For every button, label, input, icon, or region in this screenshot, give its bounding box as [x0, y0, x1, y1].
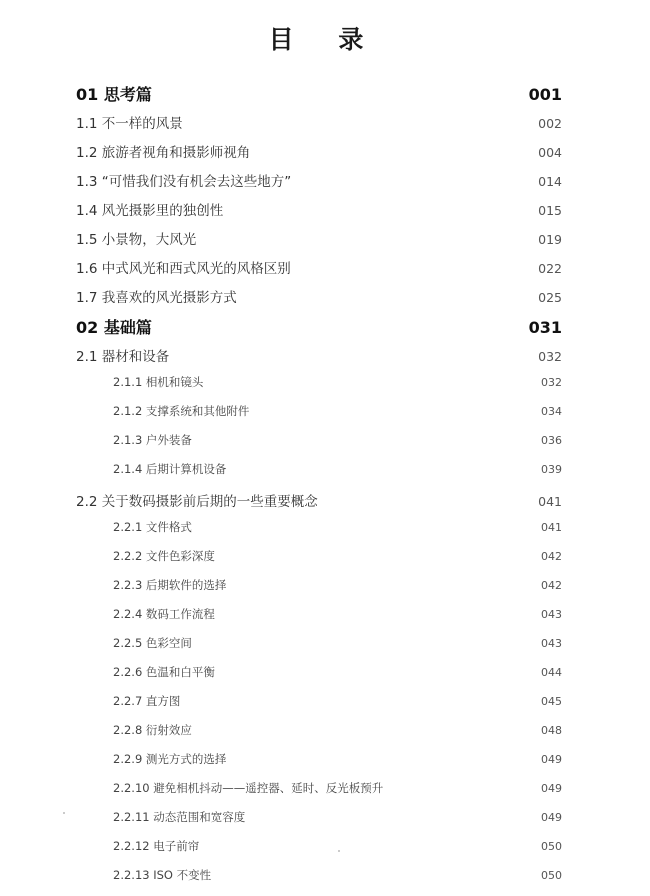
table-of-contents [76, 82, 562, 896]
toc-page-number: 022 [538, 261, 562, 276]
toc-label: 2.1.1 相机和镜头 [113, 375, 204, 389]
toc-label: 2.2.1 文件格式 [113, 520, 192, 534]
toc-page-number: 043 [541, 637, 562, 650]
toc-label: 2.2.11 动态范围和宽容度 [113, 810, 246, 824]
toc-section-row [76, 199, 562, 228]
toc-label: 1.2 旅游者视角和摄影师视角 [76, 145, 251, 161]
toc-subsection-row [76, 577, 562, 606]
toc-page-number: 002 [538, 116, 562, 131]
toc-subsection-row [76, 867, 562, 896]
toc-subsection-row [76, 432, 562, 461]
toc-subsection-row [76, 809, 562, 838]
toc-subsection-row [76, 548, 562, 577]
toc-subsection-row [76, 461, 562, 490]
toc-page-number: 041 [541, 521, 562, 534]
scan-speck [63, 812, 65, 814]
toc-section-row [76, 257, 562, 286]
toc-page-number: 025 [538, 290, 562, 305]
toc-label: 2.1.3 户外装备 [113, 433, 192, 447]
toc-subsection-row [76, 693, 562, 722]
toc-subsection-row [76, 838, 562, 867]
toc-label: 1.1 不一样的风景 [76, 116, 183, 132]
toc-label: 1.3 “可惜我们没有机会去这些地方” [76, 174, 292, 190]
toc-section-row [76, 490, 562, 519]
toc-subsection-row [76, 664, 562, 693]
toc-section-row [76, 228, 562, 257]
toc-label: 02 基础篇 [76, 318, 152, 337]
toc-page-number: 001 [528, 85, 562, 104]
toc-subsection-row [76, 374, 562, 403]
toc-subsection-row [76, 519, 562, 548]
toc-label: 2.2.7 直方图 [113, 694, 181, 708]
toc-label: 2.1.2 支撑系统和其他附件 [113, 404, 250, 418]
toc-label: 2.2.10 避免相机抖动——遥控器、延时、反光板预升 [113, 781, 384, 795]
toc-page-number: 050 [541, 840, 562, 853]
toc-page-number: 044 [541, 666, 562, 679]
toc-page-number: 042 [541, 550, 562, 563]
toc-label: 2.2.5 色彩空间 [113, 636, 192, 650]
toc-label: 2.2.3 后期软件的选择 [113, 578, 227, 592]
toc-page-number: 014 [538, 174, 562, 189]
toc-label: 1.4 风光摄影里的独创性 [76, 203, 224, 219]
toc-page-number: 036 [541, 434, 562, 447]
toc-page-number: 004 [538, 145, 562, 160]
toc-section-row [76, 345, 562, 374]
toc-page-number: 041 [538, 494, 562, 509]
toc-page-number: 042 [541, 579, 562, 592]
toc-page-number: 049 [541, 811, 562, 824]
toc-page-number: 015 [538, 203, 562, 218]
toc-label: 2.2.6 色温和白平衡 [113, 665, 215, 679]
toc-section-row [76, 286, 562, 315]
toc-label: 1.5 小景物，大风光 [76, 232, 197, 248]
scan-speck [338, 850, 340, 852]
toc-section-row [76, 112, 562, 141]
toc-label: 2.2 关于数码摄影前后期的一些重要概念 [76, 494, 318, 510]
toc-page-number: 032 [541, 376, 562, 389]
toc-page-number: 049 [541, 753, 562, 766]
toc-page-number: 019 [538, 232, 562, 247]
toc-page-number: 032 [538, 349, 562, 364]
toc-page-number: 048 [541, 724, 562, 737]
toc-page-number: 050 [541, 869, 562, 882]
toc-label: 2.2.9 测光方式的选择 [113, 752, 227, 766]
toc-page-number: 045 [541, 695, 562, 708]
toc-label: 1.7 我喜欢的风光摄影方式 [76, 290, 237, 306]
toc-subsection-row [76, 722, 562, 751]
toc-label: 2.2.2 文件色彩深度 [113, 549, 215, 563]
toc-label: 1.6 中式风光和西式风光的风格区别 [76, 261, 291, 277]
toc-label: 2.1.4 后期计算机设备 [113, 462, 227, 476]
toc-subsection-row [76, 635, 562, 664]
toc-section-row [76, 170, 562, 199]
toc-page-number: 043 [541, 608, 562, 621]
toc-page-number: 049 [541, 782, 562, 795]
toc-chapter-row [76, 82, 562, 112]
toc-page-number: 031 [528, 318, 562, 337]
toc-label: 2.2.8 衍射效应 [113, 723, 192, 737]
toc-chapter-row [76, 315, 562, 345]
toc-label: 2.2.4 数码工作流程 [113, 607, 215, 621]
toc-subsection-row [76, 780, 562, 809]
toc-page-number: 039 [541, 463, 562, 476]
toc-label: 2.2.12 电子前帘 [113, 839, 200, 853]
toc-subsection-row [76, 403, 562, 432]
toc-label: 01 思考篇 [76, 85, 152, 104]
toc-subsection-row [76, 751, 562, 780]
page-title: 目 录 [268, 25, 382, 54]
toc-label: 2.2.13 ISO 不变性 [113, 868, 212, 882]
toc-section-row [76, 141, 562, 170]
toc-page-number: 034 [541, 405, 562, 418]
toc-subsection-row [76, 606, 562, 635]
toc-label: 2.1 器材和设备 [76, 349, 170, 365]
